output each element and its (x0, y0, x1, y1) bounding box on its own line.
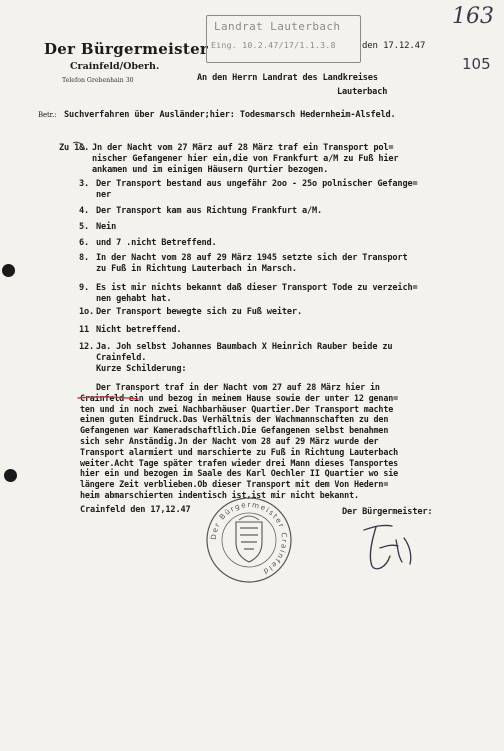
svg-text:Der Bürgermeister Crainfeld (209, 500, 289, 577)
narrative-line: heim abmarschierten indentisch ist,ist mir nicht bekannt. (80, 490, 359, 500)
closing-signatory: Der Bürgermeister: (342, 507, 433, 517)
letterhead-place: Crainfeld/Oberh. (70, 61, 160, 72)
answer-line: In der Nacht vom 28 auf 29 März 1945 setzte sich der Transport (96, 253, 408, 263)
answer-line: und 7 .nicht Betreffend. (96, 238, 217, 248)
official-seal (207, 498, 291, 582)
narrative-line: Gefangenen war Kameradschaftlich.Die Gefangenen selbst benahmen (80, 425, 389, 436)
subject-text: Suchverfahren über Ausländer;hier: Todesmarsch Hedernheim-Alsfeld. (64, 110, 396, 120)
answer-line: nischer Gefangener hier ein,die von Frankfurt a/M zu Fuß hier (92, 154, 399, 164)
page-number-top: 163 (452, 4, 494, 29)
stamp-line-2: Eing. 10.2.47/17/1.1.3.8 (211, 40, 336, 50)
answer-line: zu Fuß in Richtung Lauterbach in Marsch. (96, 264, 297, 274)
answer-number: 8. (79, 253, 90, 263)
closing-place-date: Crainfeld den 17,12.47 (80, 505, 191, 515)
pen-check-mark (73, 142, 84, 150)
answer-line: Der Transport bestand aus ungefähr 2oo - 25o polnischer Gefange= (96, 179, 418, 189)
answer-line: Der Transport bewegte sich zu Fuß weiter. (96, 307, 302, 317)
narrative-line: längere Zeit verblieben.Ob dieser Transport mit dem Von Hedern= (80, 479, 389, 490)
recipient-line-2: Lauterbach (337, 87, 388, 97)
narrative-line: Transport alarmiert und marschierte zu Fuß in Richtung Lauterbach (80, 446, 398, 457)
answer-number: 5. (79, 222, 90, 232)
narrative-line: weiter.Acht Tage später trafen wieder drei Mann dieses Tansportes (80, 457, 398, 468)
answer-number: 11 (79, 325, 90, 335)
narrative-line: einen guten Eindruck.Das Verhältnis der Wachmannschaften zu den (80, 414, 389, 425)
stamp-line-1: Landrat Lauterbach (214, 20, 341, 33)
narrative-line: sich sehr Anständig.Jn der Nacht vom 28 auf 29 März wurde der (80, 436, 379, 446)
seal-ring-text: Der Bürgermeister Crainfeld (208, 499, 290, 577)
answer-line: nen gehabt hat. (96, 294, 172, 304)
answer-number: Zu 1&. (59, 143, 90, 153)
narrative-line: Der Transport traf in der Nacht vom 27 auf 28 März hier in (96, 382, 380, 392)
narrative-line: ten und in noch zwei Nachbarhäuser Quartier.Der Transport machte (80, 403, 394, 414)
answer-line: Nicht betreffend. (96, 325, 182, 335)
date-line: den 17.12.47 (362, 41, 426, 51)
letterhead-title: Der Bürgermeister (44, 40, 209, 58)
answer-number: 1o. (79, 307, 95, 317)
answer-line: Der Transport kam aus Richtung Frankfurt a/M. (96, 206, 323, 216)
recipient-line-1: An den Herrn Landrat des Landkreises (197, 73, 378, 83)
answer-number: 12. (79, 342, 95, 352)
page-number-side: 105 (462, 55, 491, 73)
signature-text: Fritz (378, 552, 381, 553)
signature-fritz (364, 525, 411, 568)
answer-line: Nein (96, 222, 117, 232)
subject-label: Betr.: (38, 111, 57, 119)
answer-line: Kurze Schilderung: (96, 364, 187, 374)
answer-line: Ja. Joh selbst Johannes Baumbach X Heinrich Rauber beide zu (96, 342, 393, 352)
answer-number: 3. (79, 179, 90, 189)
answer-line: ner (96, 190, 112, 200)
punch-hole-bottom (4, 469, 17, 482)
answer-number: 4. (79, 206, 90, 216)
answer-number: 9. (79, 283, 90, 293)
answer-line: Crainfeld. (96, 353, 147, 363)
punch-hole-top (2, 264, 15, 277)
letterhead-phone: Telefon Grebenhain 30 (62, 77, 134, 84)
red-underline-mark (78, 397, 138, 399)
answer-line: Jn der Nacht vom 27 März auf 28 März traf ein Transport pol= (92, 143, 394, 153)
narrative-line: hier ein und bezogen im Saale des Karl Oechler II Quartier wo sie (80, 468, 398, 479)
answer-line: Es ist mir nichts bekannt daß dieser Transport Tode zu verzeich= (96, 283, 418, 293)
answer-number: 6. (79, 238, 90, 248)
narrative-line: Crainfeld ein und bezog in meinem Hause sowie der unter 12 genan= (80, 392, 398, 403)
answer-line: ankamen und im einigen Häusern Qurtier bezogen. (92, 165, 329, 175)
